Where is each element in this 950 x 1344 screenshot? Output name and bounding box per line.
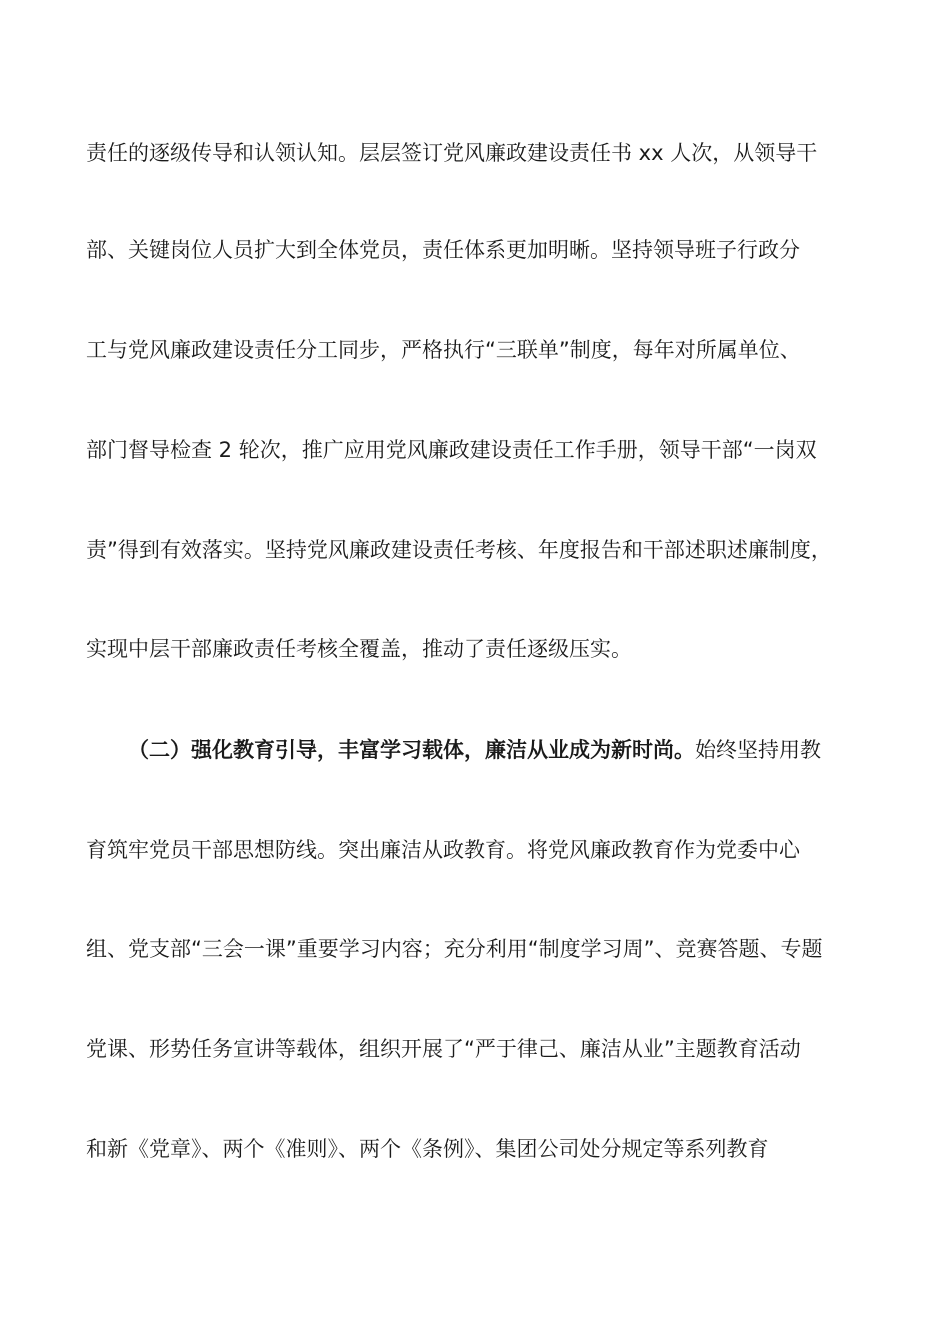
paragraph-1-line-5: 责”得到有效落实。坚持党风廉政建设责任考核、年度报告和干部述职述廉制度， xyxy=(86,538,832,562)
section-heading: （二）强化教育引导，丰富学习载体，廉洁从业成为新时尚。 xyxy=(128,738,695,762)
paragraph-2-line-4: 党课、形势任务宣讲等载体，组织开展了“严于律己、廉洁从业”主题教育活动 xyxy=(86,1037,801,1061)
paragraph-2-lead-text: 始终坚持用教 xyxy=(695,738,821,762)
paragraph-1-line-6: 实现中层干部廉政责任考核全覆盖，推动了责任逐级压实。 xyxy=(86,637,632,661)
paragraph-1-line-4: 部门督导检查 2 轮次，推广应用党风廉政建设责任工作手册，领导干部“一岗双 xyxy=(86,438,817,462)
paragraph-1-line-3: 工与党风廉政建设责任分工同步，严格执行“三联单”制度，每年对所属单位、 xyxy=(86,338,801,362)
paragraph-2-line-1 xyxy=(128,735,888,765)
paragraph-2-line-2: 育筑牢党员干部思想防线。突出廉洁从政教育。将党风廉政教育作为党委中心 xyxy=(86,838,800,862)
paragraph-2-line-5: 和新《党章》、两个《准则》、两个《条例》、集团公司处分规定等系列教育 xyxy=(86,1137,769,1161)
paragraph-1-line-2: 部、关键岗位人员扩大到全体党员，责任体系更加明晰。坚持领导班子行政分 xyxy=(86,238,800,262)
paragraph-2-line-3: 组、党支部“三会一课”重要学习内容；充分利用“制度学习周”、竞赛答题、专题 xyxy=(86,937,823,961)
paragraph-1-line-1: 责任的逐级传导和认领认知。层层签订党风廉政建设责任书 xx 人次，从领导干 xyxy=(86,141,818,165)
